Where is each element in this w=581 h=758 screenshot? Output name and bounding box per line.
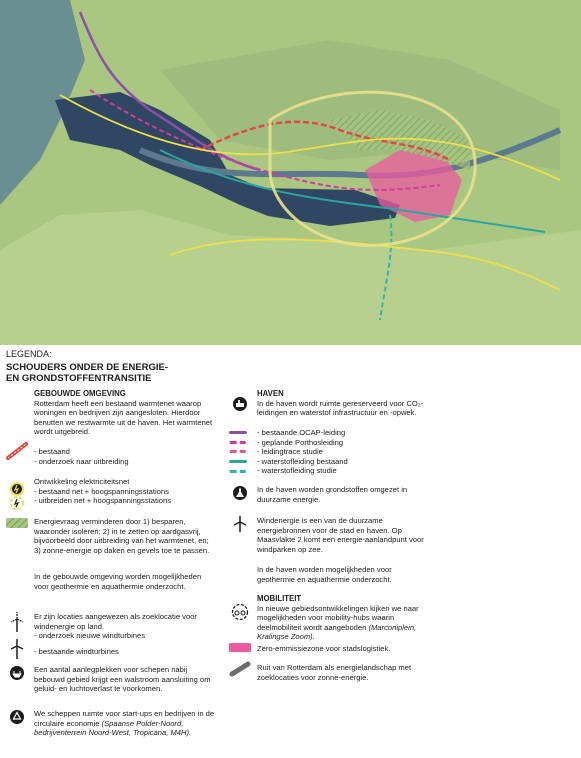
harbour-icon [229,396,251,412]
pipeline-label: - geplande Porthosleiding [257,437,344,447]
power-station-plus-icon [6,495,28,511]
energy-hatch-icon [6,515,28,531]
legend-item-warmtenet [6,389,216,437]
pipeline-swatch [229,470,247,473]
regional-energy-map [0,0,581,345]
pipeline-swatch [229,450,247,453]
hubs-text: In nieuwe gebiedsontwikkelingen kijken we naar mogelijkheden voor mobility-hubs waarin deelmobiliteit wordt aangeboden [257,603,419,632]
pipeline-legend-row [229,438,429,448]
windhaven-text: Windenergie is een van de duurzame energiebronnen voor de stad en haven. Op Maasvlakte 2 komt een energie-aanlandpunt voor windparken op zee. [257,516,424,554]
pipeline-legend-row [229,447,429,457]
legend-header: LEGENDA: [6,349,52,359]
pipeline-label: - waterstofleiding bestaand [257,456,348,466]
legend-title-line1: SCHOUDERS ONDER DE ENERGIE- [6,362,169,373]
legend-item-energievraag [6,517,216,555]
legend-item-haven [229,389,429,418]
elek-bestaand: - bestaand net + hoogspanningsstations [34,486,169,496]
gebouwde-heading: GEBOUWDE OMGEVING [34,389,126,398]
legend-title-line2: EN GRONDSTOFFENTRANSITIE [6,373,152,384]
legend-pipeline-list [229,428,429,476]
legend-item-walstroom [6,665,216,694]
pipeline-swatch [229,431,247,434]
legend-item-windturbines-bestaand [6,647,216,657]
legend-item-ruit [229,663,429,682]
ruit-text: Ruit van Rotterdam als energielandschap met zoeklocaties voor zonne-energie. [257,663,412,682]
pipeline-label: - bestaande OCAP-leiding [257,428,346,437]
co2-text: In de haven wordt ruimte gereserveerd voor CO₂-leidingen en waterstof infrastructuur en -opwek. [257,398,424,418]
zero-text: Zero-emmissiezone voor stadslogistiek. [257,644,391,653]
haven-heading: HAVEN [257,389,284,398]
mobility-hub-icon [229,604,251,620]
pipeline-label: - waterstofleiding studie [257,466,337,476]
walstroom-text: Een aantal aanlegplekken voor schepen nabij bebouwd gebied krijgt een walstroom aansluiting om geluid- en luchtoverlast te voorkomen. [34,665,211,694]
pipeline-swatch [229,460,247,463]
warmte-text: Rotterdam heeft een bestaand warmtenet waarop woningen en bedrijven zijn aangesloten. Hierdoor benutten we restwarmte uit de haven. Het warmtenet wordt uitgebreid. [34,398,213,437]
pipeline-swatch [229,441,247,444]
legend-item-geothermie-gebouwd [6,572,216,591]
elek-heading: Ontwikkeling elektriciteitsnet [34,477,130,486]
legend-item-windenergie [6,612,216,641]
legend-item-elektriciteit [6,477,216,506]
legend-item-windhaven [229,516,429,554]
legend-panel [0,345,581,758]
flask-icon [229,485,251,501]
legend-item-grondstoffen [229,485,429,504]
legend-item-mobiliteit [229,594,429,642]
wind-bestaand: - bestaande windturbines [34,647,119,656]
wind-text: Er zijn locaties aangewezen als zoeklocatie voor windenergie op land. [34,612,197,631]
circulair-italic: (Spaanse Polder-Noord, bedrijventerrein Noord-West, Tropicana, M4H). [34,718,192,738]
grondstof-text: In de haven worden grondstoffen omgezet in duurzame energie. [257,485,408,504]
hubs-italic: (Marconiplein, Kralingse Zoom). [257,622,417,642]
wind-onderzoek: - onderzoek nieuwe windturbines [34,631,146,641]
offshore-wind-icon [229,516,251,532]
legend-item-geothermie-haven [229,565,429,584]
warmte-onderzoek: - onderzoek naar uitbreiding [34,456,129,466]
wind-turbine-existing-icon [6,641,28,657]
energie-text: Energievraag verminderen door 1) besparen, waaronder isoleren; 2) in te zetten op aardgasvrij, bijvoorbeeld door uitbreiding van het warmtenet, en; 3) zonne-energie op daken en gevels toe te passen. [34,517,210,555]
elek-uitbreiden: - uitbreiden net + hoogspanningsstations [34,496,171,506]
pipeline-label: - leidingtrace studie [257,447,323,457]
warmte-bestaand: - bestaand [34,447,70,456]
geohaven-text: In de haven worden mogelijkheden voor geothermie en aquathermie onderzocht. [257,565,392,584]
recycle-icon [6,709,28,725]
legend-item-zero-zone [229,644,429,654]
geothermie-text: In de gebouwde omgeving worden mogelijkheden voor geothermie en aquathermie onderzocht. [34,572,202,591]
legend-item-warmte-lines [6,447,216,466]
legend-item-circulair [6,709,216,738]
wind-turbine-icon [6,614,28,630]
circulair-text: We scheppen ruimte voor start-ups en bedrijven in de circulaire economie [34,709,215,728]
zero-zone-icon [229,640,251,656]
pipeline-legend-row [229,466,429,476]
pipeline-legend-row [229,428,429,438]
walstroom-plug-icon [6,665,28,681]
ruit-road-icon [229,661,251,677]
warmtenet-line-icon [6,443,28,459]
mobiliteit-heading: MOBILITEIT [257,594,302,603]
pipeline-legend-row [229,457,429,467]
